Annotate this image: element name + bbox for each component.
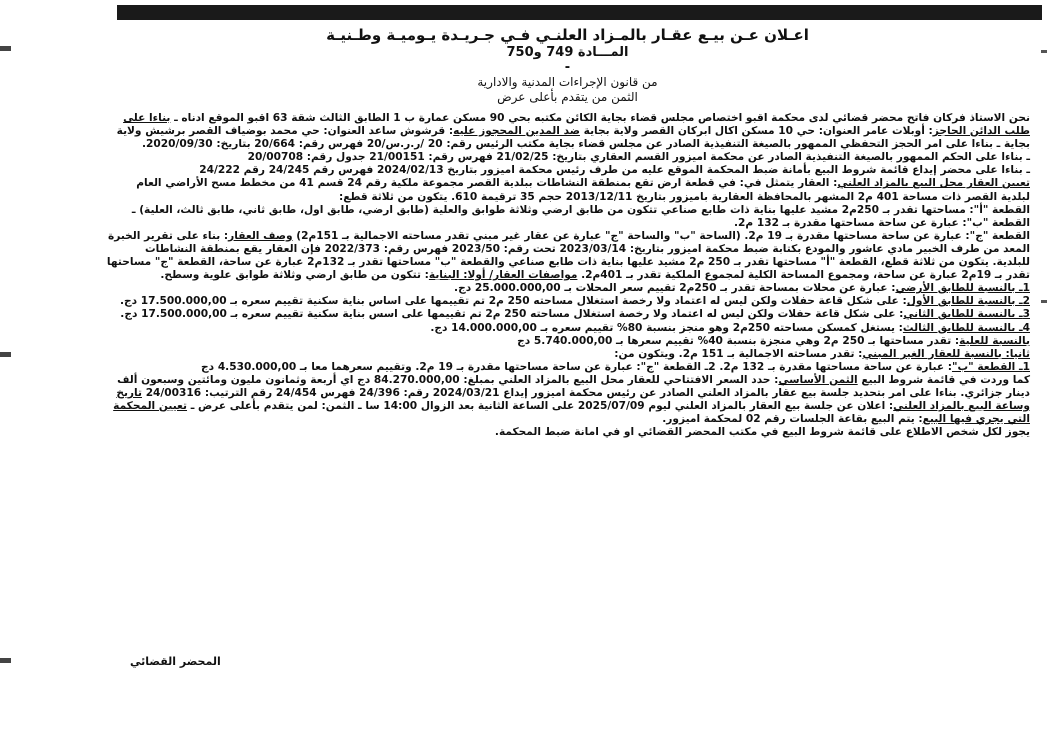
plot-a-paragraph: القطعة "أ": مساحتها تقدر بـ 250م2 مشيد عليها بناية ذات طابع صناعي تتكون من طابق ارضي وثلاثة طوابق والعلية (طابق ارضي، طابق اول، طابق ثاني، طابق ثالث، العلية) ـ القطعة "ب": عبارة عن ساحة مساحتها مقدرة بـ 132 م2. <box>131 203 1030 229</box>
deposit-paragraph: ـ بناءا على محضر إيداع قائمة شروط البيع بأمانة ضبط المحكمة الموقع عليه من طرف رئيس محكمة اميزور بتاريخ 2024/02/13 فهرس رقم 24/245 رقم 24/222 <box>199 164 1030 177</box>
consultation-paragraph: يجوز لكل شخص الاطلاع على قائمة شروط البيع في مكتب المحضر القضائي او في امانة ضبط المحكمة. <box>494 426 1030 439</box>
intro-paragraph: نحن الاستاذ فركان فاتح محضر قضائي لدى محكمة اقبو اختصاص مجلس قضاء بجاية الكائن مكتبه بحي 90 مسكن عمارة ب 1 الطابق الثالث شقة 63 اقبو الموقع ادناه ـ بناءا على طلب الدائن الحاجز: أوبلات عامر العنوان: حي 10 مسكن اكال ابركان القصر ولاية بجاية ضد المدين المحجوز عليه: قرشوش ساعد العنوان: حي محمد بوضياف القصر برشيش ولاية بجاية ـ بناءا على امر الحجز التحفظي الممهور بالصيغة التنفيذية الصادر عن مجلس قضاء بجاية مكتب الرئيس رقم: 20 /ر.ر.س/20 فهرس رقم: 20/664 بتاريخ: 2020/09/30. <box>116 112 1030 151</box>
announcement-document <box>105 26 1030 726</box>
third-floor-item: 4ـ بالنسبة للطابق الثالث: يستغل كمسكن مساحته 250م2 وهو منجز بنسبة 80% تقييم سعره بـ 14.000.000,00 دج. <box>430 321 1030 334</box>
scan-edge-mark <box>0 46 11 51</box>
ground-floor-item: 1ـ بالنسبة للطابق الأرضي: عبارة عن محلات بمساحة تقدر بـ 250م2 تقييم سعر المحلات بـ 25.000.000,00 دج. <box>454 282 1030 295</box>
signature: المحضر القضائي <box>130 655 221 668</box>
price-note-line: الثمن من يتقدم بأعلى عرض <box>497 90 638 104</box>
scan-top-bar <box>117 5 1042 20</box>
scan-edge-mark <box>0 658 11 663</box>
attic-item: بالنسبة للعلية: تقدر مساحتها بـ 250 م2 وهي منجزة بنسبة 40% تقييم سعرها بـ 5.740.000,00 دج <box>517 334 1030 347</box>
law-line: من قانون الإجراءات المدنية والادارية <box>477 75 658 89</box>
scan-edge-mark <box>1041 300 1047 303</box>
plots-b-c-item: 1ـ القطعة "ب": عبارة عن ساحة مساحتها مقدرة بـ 132 م2. 2ـ القطعة "ج": عبارة عن ساحة مساحتها مقدرة بـ 19 م2. وتقييم سعرهما معا بـ 4.530.000,00 دج <box>201 360 1030 373</box>
judgment-paragraph: ـ بناءا على الحكم الممهور بالصيغة التنفيذية الصادر عن محكمة اميزور القسم العقاري بتاريخ: 21/02/25 فهرس رقم: 21/00151 جدول رقم: 20/00708 <box>247 151 1030 164</box>
second-floor-item: 3ـ بالنسبة للطابق الثاني: على شكل قاعة حفلات ولكن ليس له اعتماد ولا رخصة استغلال مساحته 250 م2 تم تقييمها على اسس بناية سكنية تقييم سعره بـ 17.500.000,00 دج. <box>120 308 1030 321</box>
scan-edge-mark <box>0 352 11 357</box>
base-price-paragraph: كما وردت في قائمة شروط البيع الثمن الأساسي: حدد السعر الافتتاحي للعقار محل البيع بالمزاد العلني بمبلغ: 84.270.000,00 دج اي أربعة وثمانون مليون ومائتين وسبعون ألف دينار جزائري. بناءا على امر بتحديد جلسة بيع عقار بالمزاد العلني الصادر عن رئيس محكمة اميزور إيداع 2024/03/21 رقم: 24/396 فهرس 24/454 رقم الترتيب: 24/00316 تاريخ وساعة البيع بالمزاد العلني: اعلان عن جلسة بيع العقار بالمزاد العلني ليوم 2025/07/09 على الساعة الثانية بعد الزوال 14:00 سا ـ الثمن: لمن يتقدم بأعلى عرض ـ تعيين المحكمة التي يجري فيها البيع: يتم البيع بقاعة الجلسات رقم 02 لمحكمة اميزور. <box>113 373 1030 426</box>
articles-line: المـــادة 749 و750 <box>506 45 629 60</box>
description-paragraph: القطعة "ج": عبارة عن ساحة مساحتها مقدرة بـ 19 م2. (الساحة "ب" والساحة "ج" عبارة عن عقار غير مبني تقدر مساحته الاجمالية بـ 151م2) وصف العقار: بناء على تقرير الخبرة المعد من طرف الخبير مادي عاشور والمودع بكتابة ضبط محكمة اميزور بتاريخ: 2023/03/14 تحت رقم: 2023/50 فهرس رقم: 2022/373 فإن العقار يقع بمنطقة النشاطات للبلدية. يتكون من ثلاثة قطع، القطعة "أ" مساحتها تقدر بـ 250 م2 مشيد عليها بناية ذات طابع صناعي والقطعة "ب" مساحتها تقدر بـ 132م2 عبارة عن ساحة، القطعة "ج" مساحتها تقدر بـ 19م2 عبارة عن ساحة، ومجموع المساحة الكلية لمجموع الملكية تقدر بـ 401م2. مواصفات العقار/ أولا: البناية: تتكون من طابق ارضي وثلاثة طوابق علوية وسطح. <box>106 229 1030 282</box>
dash-line: - <box>564 60 571 75</box>
scan-edge-mark <box>1041 50 1047 53</box>
first-floor-item: 2ـ بالنسبة للطابق الأول: على شكل قاعة حفلات ولكن ليس له اعتماد ولا رخصة استغلال مساحته 250 م2 تم تقييمها على اساس بناية سكنية تقييم سعره بـ 17.500.000,00 دج. <box>119 295 1030 308</box>
unbuilt-land-item: ثانيا: بالنسبة للعقار الغير المبني: تقدر مساحته الاجمالية بـ 151 م2. ويتكون من: <box>614 347 1030 360</box>
property-paragraph: تعيين العقار محل البيع بالمزاد العلني: العقار يتمثل في: في قطعة ارض تقع بمنطقة النشاطات ببلدية القصر مجموعة ملكية رقم 24 قسم 41 من مخطط مسح الأراضي العام لبلدية القصر ذات مساحة 401 م2 المشهر بالمحافظة العقارية باميزور بتاريخ 2013/12/11 حجم 35 ترقيمة 610. يتكون من ثلاثة قطع: <box>136 177 1030 203</box>
document-title: اعـلان عـن بيـع عقـار بالمـزاد العلنـي فـي جـريـدة يـوميـة وطـنيـة <box>326 26 809 44</box>
